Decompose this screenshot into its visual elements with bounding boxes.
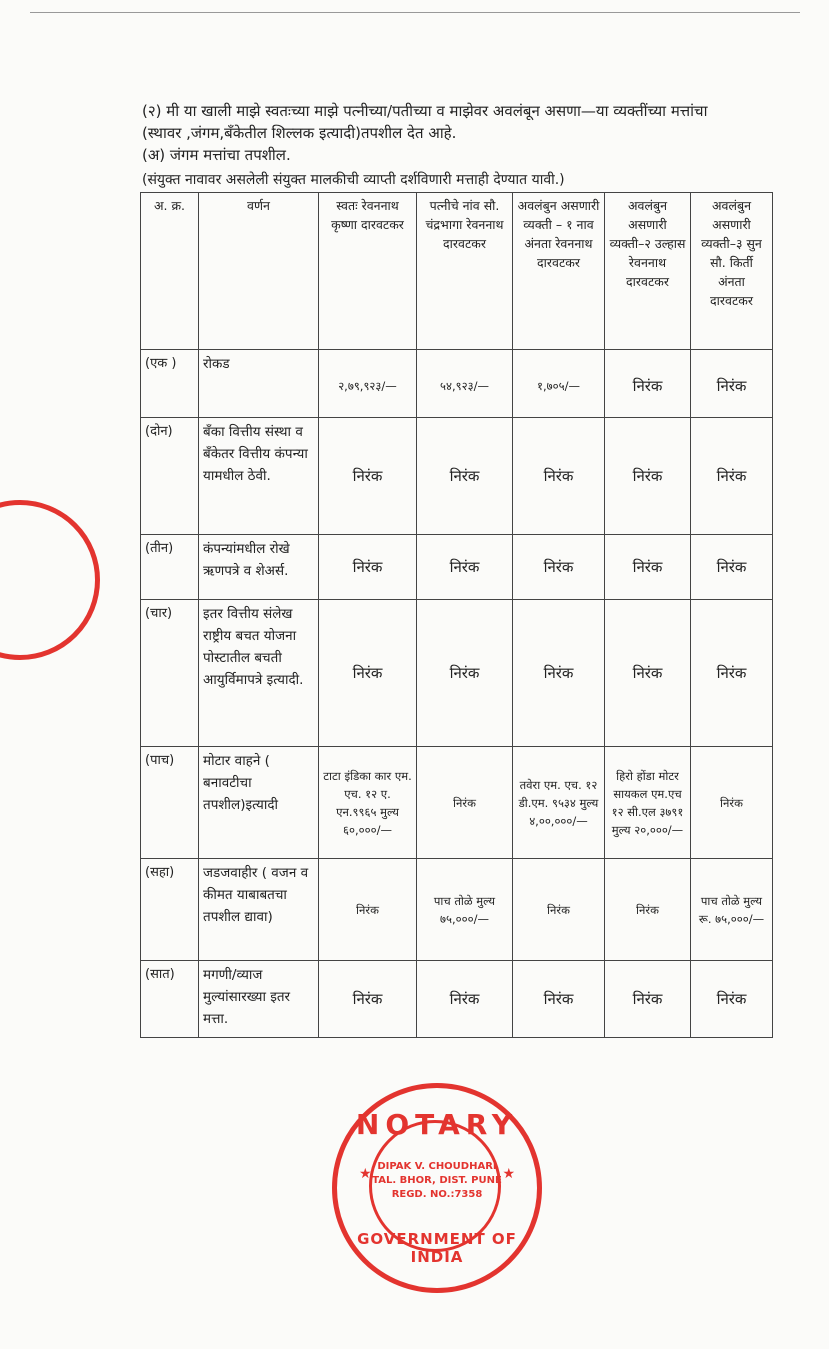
intro-text [142,100,742,166]
table-row [141,961,773,1038]
seal-regd: REGD. NO.:7358 [391,1189,483,1200]
value-cell: २,७९,९२३/— [319,350,417,418]
table-row [141,747,773,859]
row-description: बँका वित्तीय संस्था व बँकेतर वित्तीय कंपन्या यामधील ठेवी. [199,418,319,535]
row-number: (चार) [141,600,199,747]
value-cell: निरंक [417,418,513,535]
row-number: (पाच) [141,747,199,859]
seal-title: NOTARY [355,1108,519,1141]
header-dependent-1: अवलंबुन असणारी व्यक्ती – १ नाव अंनता रेवननाथ दारवटकर [513,193,605,350]
row-description: मोटार वाहने ( बनावटीचा तपशील)इत्यादी [199,747,319,859]
notary-seal [332,1083,542,1293]
value-cell: निरंक [605,535,691,600]
intro-line-1: (२) मी या खाली माझे स्वतःच्या माझे पत्नीच्या/पतीच्या व माझेवर अवलंबून असणा—या व्यक्तींच्या मत्तांचा (स्थावर ,जंगम,बँकेतील शिल्लक इत्यादी)तपशील देत आहे. [142,102,708,142]
value-cell: पाच तोळे मुल्य ७५,०००/— [417,859,513,961]
intro-note: (संयुक्त नावावर असलेली संयुक्त मालकीची व्याप्ती दर्शविणारी मत्ताही देण्यात यावी.) [142,172,565,188]
value-cell: निरंक [605,600,691,747]
value-cell: निरंक [417,600,513,747]
value-cell: १,७०५/— [513,350,605,418]
value-cell: निरंक [319,535,417,600]
star-icon: ★ [359,1166,372,1182]
value-cell: निरंक [513,418,605,535]
value-cell: निरंक [691,961,773,1038]
header-self: स्वतः रेवननाथ कृष्णा दारवटकर [319,193,417,350]
seal-details [367,1160,507,1202]
row-number: (सहा) [141,859,199,961]
value-cell: निरंक [605,961,691,1038]
value-cell: निरंक [319,961,417,1038]
value-cell: निरंक [691,350,773,418]
value-cell: निरंक [605,418,691,535]
table-row [141,350,773,418]
header-spouse: पत्नीचे नांव सौ. चंद्रभागा रेवननाथ दारवटकर [417,193,513,350]
star-icon: ★ [502,1166,515,1182]
top-rule [30,12,800,13]
value-cell: तवेरा एम. एच. १२ डी.एम. ९५३४ मुल्य ४,००,०००/— [513,747,605,859]
value-cell: निरंक [513,600,605,747]
seal-name: DIPAK V. CHOUDHARI [377,1161,497,1172]
value-cell: निरंक [605,859,691,961]
header-serial: अ. क्र. [141,193,199,350]
value-cell: निरंक [691,535,773,600]
value-cell: निरंक [513,859,605,961]
row-number: (सात) [141,961,199,1038]
value-cell: निरंक [319,418,417,535]
value-cell: निरंक [691,600,773,747]
table-header-row [141,193,773,350]
row-description: इतर वित्तीय संलेख राष्ट्रीय बचत योजना पोस्टातील बचती आयुर्विमापत्रे इत्यादी. [199,600,319,747]
value-cell: निरंक [417,961,513,1038]
value-cell: निरंक [319,600,417,747]
table-row [141,600,773,747]
movable-assets-table [140,192,773,1038]
row-description: जडजवाहीर ( वजन व कीमत याबाबतचा तपशील द्यावा) [199,859,319,961]
value-cell: निरंक [605,350,691,418]
seal-place: TAL. BHOR, DIST. PUNE [372,1175,502,1186]
row-description: मगणी/व्याज मुल्यांसारख्या इतर मत्ता. [199,961,319,1038]
header-description: वर्णन [199,193,319,350]
value-cell: निरंक [513,961,605,1038]
value-cell: हिरो होंडा मोटर सायकल एम.एच १२ सी.एल ३७९१ मुल्य २०,०००/— [605,747,691,859]
row-description: रोकड [199,350,319,418]
table-row [141,418,773,535]
value-cell: निरंक [691,418,773,535]
value-cell: निरंक [417,747,513,859]
notary-seal-partial [0,500,100,660]
value-cell: टाटा इंडिका कार एम. एच. १२ ए. एन.९९६५ मुल्य ६०,०००/— [319,747,417,859]
header-dependent-3: अवलंबुन असणारी व्यक्ती–३ सुन सौ. किर्ती अंनता दारवटकर [691,193,773,350]
value-cell: निरंक [513,535,605,600]
value-cell: निरंक [319,859,417,961]
row-number: (तीन) [141,535,199,600]
table-row [141,535,773,600]
seal-bottom-text: GOVERNMENT OF INDIA [357,1230,517,1266]
header-dependent-2: अवलंबुन असणारी व्यक्ती–२ उल्हास रेवननाथ दारवटकर [605,193,691,350]
row-description: कंपन्यांमधील रोखे ऋणपत्रे व शेअर्स. [199,535,319,600]
value-cell: निरंक [417,535,513,600]
table-row [141,859,773,961]
intro-line-2: (अ) जंगम मत्तांचा तपशील. [142,146,291,164]
value-cell: ५४,९२३/— [417,350,513,418]
row-number: (एक ) [141,350,199,418]
row-number: (दोन) [141,418,199,535]
value-cell: निरंक [691,747,773,859]
value-cell: पाच तोळे मुल्य रू. ७५,०००/— [691,859,773,961]
